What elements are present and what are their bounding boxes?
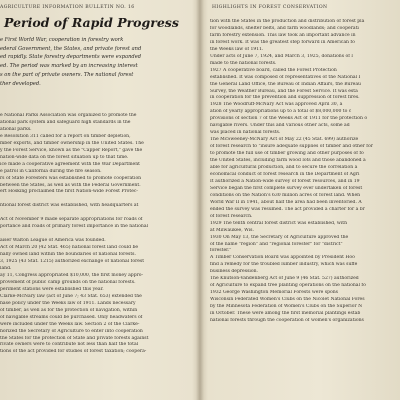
text-line: find a remedy for the troubled lumber industry, which was suffe: [210, 262, 358, 268]
text-line: [0, 210, 188, 217]
text-line: the General Land Office, the Bureau of Indian Affairs, the Bureau: [210, 81, 361, 87]
text-line: The McSweeney-McNary Act of May 22 (45 Stat. 699) authorize: [210, 137, 359, 143]
text-line: 1927 A cooperative board, called the Forest Protection: [210, 67, 337, 73]
right-page: [206, 0, 400, 400]
text-line: e First World War, cooperation in forestry work: [0, 37, 124, 43]
text-line: between the States, as well as with the Federal Government.: [0, 182, 141, 188]
text-line: navigable rivers. Under this and various other acts, some ad: [210, 123, 350, 129]
text-line: s on the part of private owners. The national forest: [0, 71, 134, 78]
text-line: ntional forest district was established, with headquarters at: [0, 203, 139, 209]
right-page-body: [210, 19, 400, 325]
text-line: at Milwaukee, Wis.: [210, 227, 254, 233]
text-line: Act of March 20 (42 Stat. 465) national forest land could be: [0, 245, 139, 251]
text-line: e Resolution 311 called for a report on timber depletion,: [0, 133, 131, 139]
text-line: in forest work. It was the greatest step forward in American fo: [210, 39, 355, 45]
text-line: by the Minnesota Federation of Women's Clubs on the Superior N: [210, 304, 363, 310]
text-line: Wisconsin Federated Women's Clubs on the Nicolet National Fores: [210, 297, 365, 303]
text-line: in October. These were among the first memorial plantings estab: [210, 311, 361, 317]
text-line: farm forestry extension. This law took an important advance in: [210, 32, 356, 38]
text-line: the Weeks law of 1911.: [210, 46, 264, 52]
text-line: ational parks.: [0, 126, 32, 132]
text-line: provement of public camp grounds on the national forests.: [0, 279, 136, 285]
left-page-header: AGRICULTURE INFORMATION BULLETIN NO. 16: [0, 5, 135, 10]
text-line: of forest research.: [210, 213, 253, 219]
text-line: Act of November 9 made separate appropriations for roads of: [0, 217, 143, 223]
text-line: hase policy under the Weeks law of 1911. Lands necessary: [0, 300, 136, 306]
text-line: ther developed.: [0, 80, 41, 87]
text-line: periment stations were established this year.: [0, 286, 104, 292]
text-line: ice made a cooperative agreement with the War Department: [0, 161, 140, 167]
text-line: World War II in 1941, about half the area had been inventoried. A: [210, 199, 362, 205]
text-line: tions of the act provided for studies of forest taxation; coopera-: [0, 349, 147, 355]
right-page-header: HIGHLIGHTS IN FOREST CONSERVATION: [212, 5, 328, 10]
text-line: 1928 The Woodruff-McNary Act was approved April 30, a: [210, 102, 343, 108]
text-line: conditions on the Nation's 630 million acres of forest land. When: [210, 192, 361, 198]
text-line: established. It was composed of representatives of the National I: [210, 74, 361, 80]
text-line: ation of yearly appropriations up to a total of $8,000,000 to c: [210, 109, 352, 115]
text-line: horized the Secretary of Agriculture to enter into cooperation: [0, 328, 143, 334]
text-line: tion with the States in the production and distribution of forest pla: [210, 19, 365, 24]
text-line: ert Hosking proclaimed the first Nation-wide Forest Protec-: [0, 189, 138, 195]
text-line: [0, 196, 188, 203]
text-line: was placed in national forests.: [210, 130, 281, 136]
text-line: ended the survey was resumed. The act provided a charter for a br: [210, 206, 365, 212]
text-line: e patrol in California during the fire season.: [0, 168, 102, 174]
text-line: nally owned land within the boundaries of national forests.: [0, 252, 136, 258]
text-line: of Agriculture to expand tree planting operations on the national fo: [210, 283, 366, 289]
text-line: of timber, as well as for the protection of navigation, within: [0, 307, 138, 313]
text-line: 3, 1925 (43 Stat. 1215) authorized exchange of national forest: [0, 259, 145, 265]
text-line: were included under the Weeks law. Section 2 of the Clarke-: [0, 321, 140, 327]
text-line: land.: [0, 265, 12, 271]
text-line: Survey, the Weather Bureau, and the Forest Service. It was esta: [210, 88, 358, 94]
text-line: for woodlands, shelter belts, and farm woodlands; and cooperati: [210, 25, 359, 31]
chapter-title: Period of Rapid Progress: [4, 15, 179, 30]
text-line: 1930 On May 13, the Secretary of Agriculture approved the: [210, 234, 349, 240]
text-line: Under acts of June 7, 1924, and March 3, 1925, donations of l: [210, 53, 353, 59]
text-line: of the name "region" and "regional forester" for "district": [210, 241, 343, 247]
chapter-intro: [0, 36, 188, 88]
text-line: 1929 The tenth central forest district was established, with: [210, 220, 348, 226]
text-line: ederal Government, the States, and private forest and: [0, 45, 142, 52]
text-line: provisions of section 7 of the Weeks Act of 1911 for the protection o: [210, 116, 368, 122]
text-line: Clarke-McNary law (act of June 7; 43 Stat. 653) extended the: [0, 293, 142, 299]
text-line: [0, 231, 188, 238]
text-line: aiser Walton League of America was founded.: [0, 238, 106, 244]
text-line: made to the national forests.: [210, 60, 277, 66]
text-line: ational park system and safeguard high standards in the: [0, 119, 131, 125]
text-line: nation-wide data on the forest situation up to that time.: [0, 154, 129, 160]
text-line: 1932 George Washington Memorial Forests were spons: [210, 290, 338, 296]
text-line: of forest research to "insure adequate supplies of timber and other for: [210, 144, 373, 150]
text-line: y the Forest Service, known as the "Capper Report," gave the: [0, 147, 143, 153]
text-line: business depression.: [210, 269, 258, 275]
text-line: rivate owners were to contribute not less than half the total: [0, 342, 139, 348]
text-line: of navigable streams could be purchased. Only headwaters of: [0, 314, 143, 320]
text-line: national forests through the cooperation of women's organizations: [210, 317, 364, 323]
text-line: rs of State Foresters was established to promote cooperation: [0, 175, 142, 181]
text-line: It authorized a Nation-wide survey of forest resources, and in 19: [210, 178, 360, 184]
text-line: in cooperation for the prevention and suppression of forest fires.: [210, 95, 360, 101]
text-line: portance and roads of primary forest importance in the national: [0, 224, 148, 230]
left-page-body: [0, 113, 188, 356]
text-line: able for agricultural production, and to secure the correlation a: [210, 165, 358, 171]
text-line: forester.": [210, 248, 232, 254]
text-line: e National Parks Association was organized to promote the: [0, 113, 137, 118]
text-line: ed rapidly. State forestry departments were expanded: [0, 54, 142, 61]
text-line: mber exports, and timber ownership in the United States. The: [0, 140, 144, 146]
text-line: ed. The period was marked by an increasing interest: [0, 63, 138, 70]
text-line: economical conduct of forest research in the Department of Agri: [210, 171, 360, 177]
text-line: the States for the protection of State and private forests against: [0, 335, 149, 341]
text-line: to promote the full use of timber growing and other purposes of fo: [210, 151, 364, 157]
text-line: The Knutson-Vandenberg Act of June 9 (46 Stat. 527) authorized: [210, 276, 359, 282]
book-gutter: [196, 0, 204, 400]
text-line: A Timber Conservation Board was appointed by President Hoo: [210, 255, 355, 261]
text-line: the United States, including farm wood lots and those abandoned a: [210, 158, 366, 164]
left-page: [0, 0, 194, 400]
text-line: ay 11, Congress appropriated $10,000, the first money appro-: [0, 272, 144, 278]
text-line: Service began the first complete survey ever undertaken of forest: [210, 185, 363, 191]
